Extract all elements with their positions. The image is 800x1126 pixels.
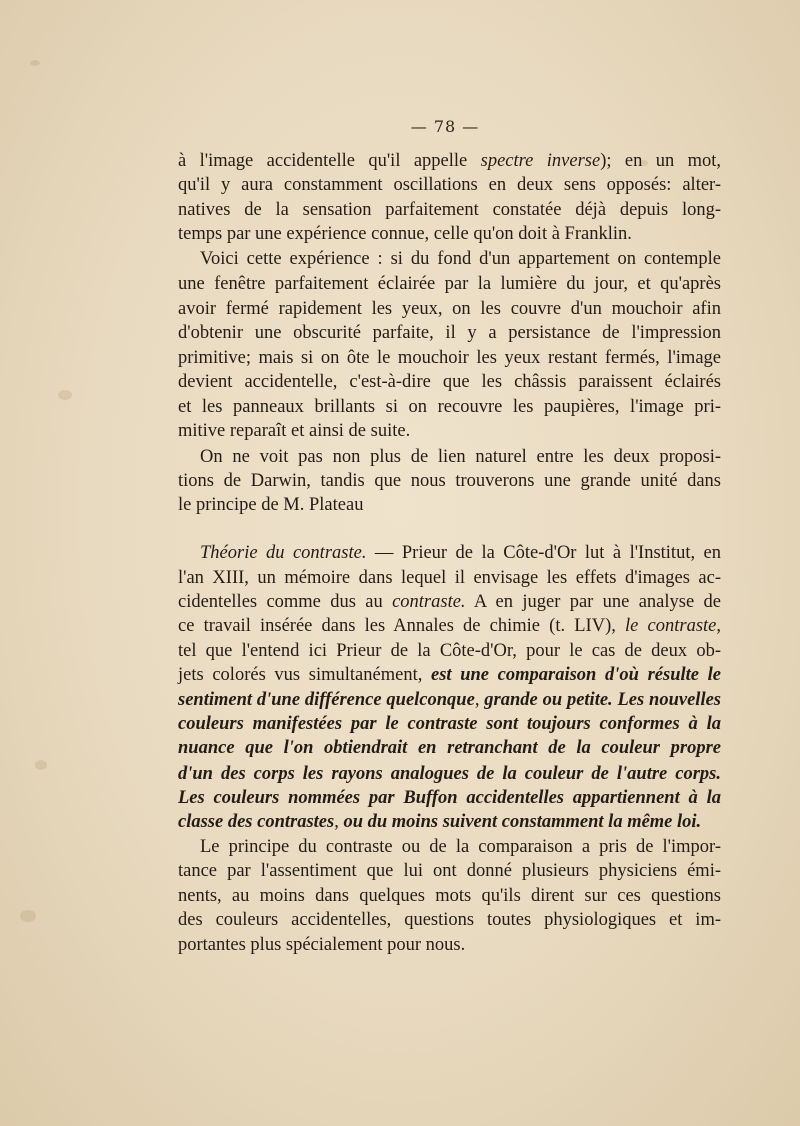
text-segment: d'un des corps les rayons analogues de la couleur de l'autre corps. [178, 764, 721, 784]
text-segment: d'obtenir une obscurité parfaite, il y a persistance de l'impression [178, 323, 721, 343]
text-segment: Le principe du contraste ou de la comparaison a pris de l'impor- [200, 837, 721, 857]
text-segment: à l'image accidentelle qu'il appelle [178, 151, 481, 171]
text-segment: nuance que l'on obtiendrait en retranchant de la couleur propre [178, 738, 721, 758]
text-segment: — Prieur de la Côte-d'Or lut à l'Institut, en [366, 543, 722, 563]
text-line [178, 321, 721, 345]
text-line [178, 469, 721, 493]
text-line [178, 884, 721, 908]
text-line [178, 663, 721, 687]
text-segment: jets colorés vus simultanément, [178, 665, 431, 685]
text-line [178, 639, 721, 663]
text-line [178, 908, 721, 932]
text-line [178, 762, 721, 786]
text-line [178, 736, 721, 760]
text-segment: des couleurs accidentelles, questions toutes physiologiques et im- [178, 910, 721, 930]
text-segment: Les couleurs nommées par Buffon accidentelles appartiennent à la [178, 788, 721, 808]
text-segment: est une comparaison d'où résulte le [431, 665, 721, 685]
text-segment: qu'il y aura constamment oscillations en deux sens opposés: alter- [178, 175, 721, 195]
page-number: — 78 — [410, 117, 480, 136]
text-line [178, 590, 721, 614]
text-segment: cidentelles comme dus au [178, 592, 393, 612]
text-line [178, 222, 721, 246]
text-line [200, 445, 721, 469]
text-segment: mitive reparaît et ainsi de suite. [178, 421, 411, 441]
stain [30, 60, 40, 66]
stain [58, 390, 72, 400]
text-segment: nents, au moins dans quelques mots qu'ils dirent sur ces questions [178, 886, 721, 906]
text-segment: classe des contrastes [178, 812, 335, 832]
text-segment: , [334, 812, 344, 832]
text-segment: tions de Darwin, tandis que nous trouverons une grande unité dans [178, 471, 721, 491]
text-line [178, 712, 721, 736]
text-line [178, 346, 721, 370]
text-line [178, 688, 721, 712]
text-segment: avoir fermé rapidement les yeux, on les couvre d'un mouchoir afin [178, 299, 721, 319]
text-line [178, 419, 721, 443]
text-segment: une fenêtre parfaitement éclairée par la lumière du jour, et qu'après [178, 274, 721, 294]
text-line [200, 247, 721, 271]
text-segment: natives de la sensation parfaitement constatée déjà depuis long- [178, 200, 721, 220]
text-segment: ou du moins suivent constamment la même loi. [343, 812, 702, 832]
text-segment: sentiment d'une différence quelconque [178, 690, 475, 710]
text-line [178, 272, 721, 296]
text-segment: primitive; mais si on ôte le mouchoir les yeux restant fermés, l'image [178, 348, 721, 368]
text-line [178, 810, 721, 834]
text-segment: tance par l'assentiment que lui ont donné plusieurs physiciens émi- [178, 861, 721, 881]
text-segment: couleurs manifestées par le contraste sont toujours conformes à la [178, 714, 721, 734]
text-line [178, 786, 721, 810]
text-segment: , [716, 616, 721, 636]
text-line [178, 395, 721, 419]
text-segment: A en juger par une analyse de [465, 592, 721, 612]
stain [20, 910, 36, 922]
text-segment: et les panneaux brillants si on recouvre les paupières, l'image pri- [178, 397, 721, 417]
text-line [178, 198, 721, 222]
text-segment: spectre inverse [480, 151, 601, 171]
text-segment: grande ou petite. Les nouvelles [484, 690, 721, 710]
text-line [178, 149, 721, 173]
text-line [178, 493, 721, 517]
text-segment: , [474, 690, 485, 710]
text-segment: portantes plus spécialement pour nous. [178, 935, 466, 955]
text-line [178, 370, 721, 394]
text-segment: le contraste [625, 616, 717, 636]
text-segment: Théorie du contraste. [200, 543, 367, 563]
text-line [200, 541, 721, 565]
text-segment: contraste. [392, 592, 466, 612]
text-line [178, 566, 721, 590]
text-segment: ); en un mot, [600, 151, 721, 171]
text-line [178, 859, 721, 883]
stain [35, 760, 47, 770]
text-segment: temps par une expérience connue, celle qu'on doit à Franklin. [178, 224, 632, 244]
text-line [200, 835, 721, 859]
text-segment: Voici cette expérience : si du fond d'un appartement on contemple [200, 249, 721, 269]
text-line [178, 933, 721, 957]
text-segment: l'an XIII, un mémoire dans lequel il envisage les effets d'images ac- [178, 568, 721, 588]
text-line [178, 297, 721, 321]
text-segment: devient accidentelle, c'est-à-dire que les châssis paraissent éclairés [178, 372, 721, 392]
text-segment: ce travail insérée dans les Annales de chimie (t. LIV), [178, 616, 626, 636]
text-line [178, 173, 721, 197]
text-line [178, 614, 721, 638]
text-segment: On ne voit pas non plus de lien naturel entre les deux proposi- [200, 447, 721, 467]
text-segment: tel que l'entend ici Prieur de la Côte-d'Or, pour le cas de deux ob- [178, 641, 721, 661]
text-segment: le principe de M. Plateau [178, 495, 364, 515]
